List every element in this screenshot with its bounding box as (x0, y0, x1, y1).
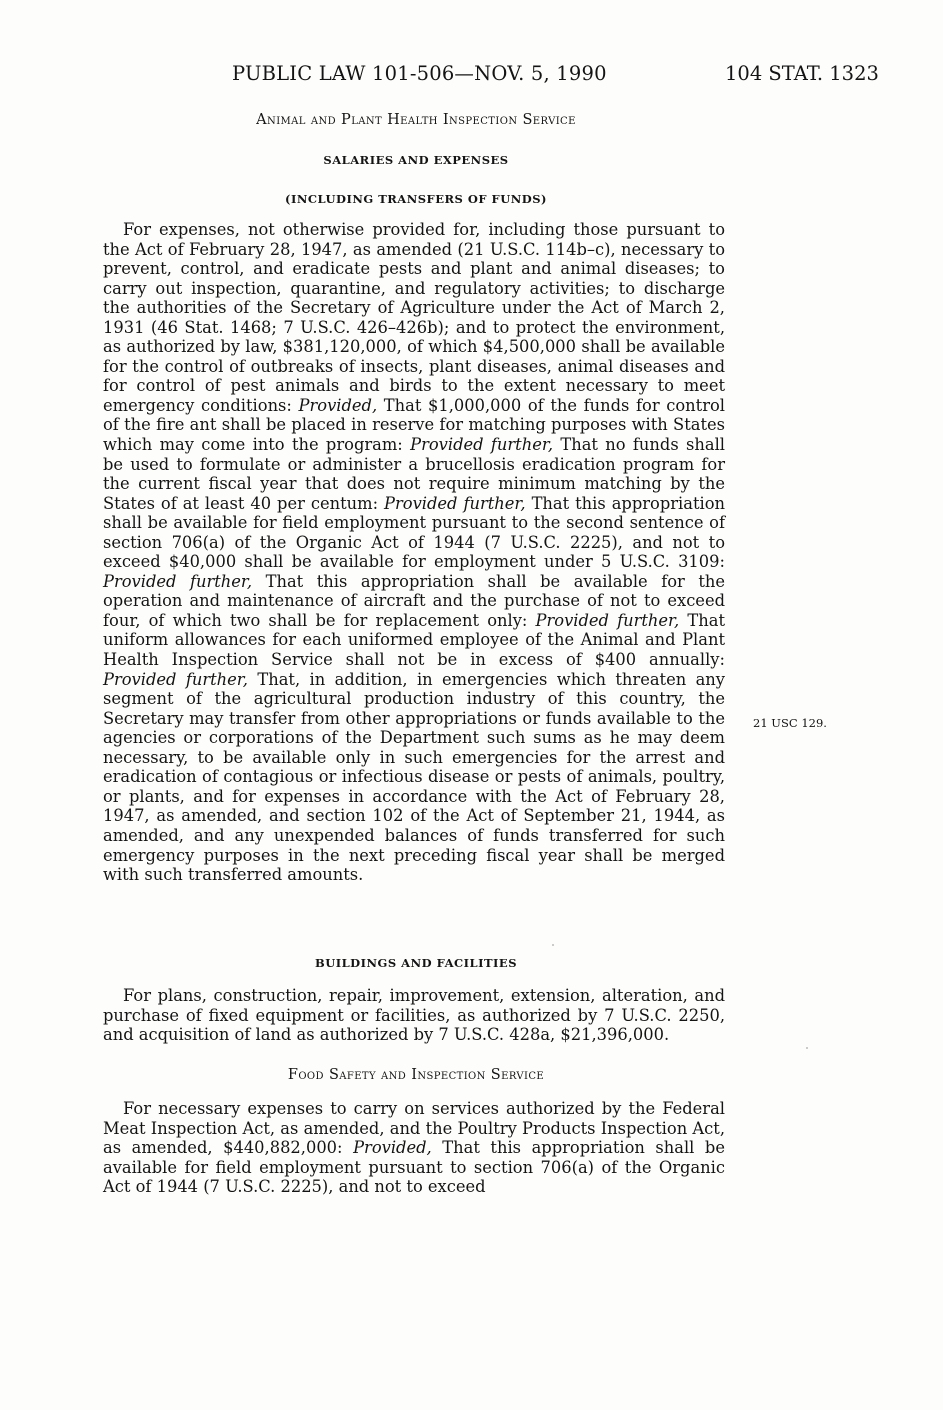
text-run: That no funds shall be used to formulate or administer a brucellosis eradication program for the current fiscal year that does not require minimum matching by the States of at least 40 per centum: (103, 435, 725, 513)
proviso: Provided further, (535, 610, 680, 630)
scan-speck (552, 944, 554, 946)
agency-heading-fsis: Food Safety and Inspection Service (287, 1067, 545, 1083)
text-run: For plans, construction, repair, improvement, extension, alteration, and purchase of fixed equipment or facilities, as authorized by 7 U.S.C. 2250, and acquisition of land as authorized by 7 U.S.C. 428a, $21,396,000. (103, 986, 725, 1045)
text-run: That uniform allowances for each uniformed employee of the Animal and Plant Health Inspection Service shall not be in excess of $400 annually: (103, 610, 725, 670)
heading-salaries-and-expenses: SALARIES AND EXPENSES (323, 153, 509, 167)
proviso: Provided further, (103, 669, 248, 689)
text-run: For necessary expenses to carry on services authorized by the Federal Meat Inspection Act, as amended, and the Poultry Products Inspection Act, as amended, $440,882,000: (103, 1099, 725, 1158)
heading-buildings-and-facilities: BUILDINGS AND FACILITIES (314, 956, 518, 970)
text-run: That this appropriation shall be available for the operation and maintenance of aircraft and the purchase of not to exceed four, of which two shall be for replacement only: (103, 571, 726, 630)
proviso: Provided, (353, 1138, 432, 1158)
scan-speck (806, 1047, 808, 1049)
text-run: That this appropriation shall be available for field employment pursuant to the second sentence of section 706(a) of the Organic Act of 1944 (7 U.S.C. 2225), and not to exceed $40,000 shall be available for employment under 5 U.S.C. 3109: (103, 493, 725, 572)
proviso: Provided, (298, 395, 378, 415)
running-head-title: PUBLIC LAW 101-506—NOV. 5, 1990 (232, 62, 607, 85)
proviso: Provided further, (103, 571, 253, 591)
text-run: That, in addition, in emergencies which threaten any segment of the agricultural production industry of this country, the Secretary may transfer from other appropriations or funds available to the agencies or corporations of the Department such sums as he may deem necessary, to be available only in such emergencies for the arrest and eradication of contagious or infectious disease or pests of animals, poultry, or plants, and for expenses in accordance with the Act of February 28, 1947, as amended, and section 102 of the Act of September 21, 1944, as amended, and any unexpended balances of funds transferred for such emergency purposes in the next preceding fiscal year shall be merged with such transferred amounts. (103, 669, 725, 885)
buildings-facilities-paragraph (103, 986, 725, 1045)
agency-heading-aphis: Animal and Plant Health Inspection Service (256, 112, 576, 128)
text-run: For expenses, not otherwise provided for, including those pursuant to the Act of February 28, 1947, as amended (21 U.S.C. 114b–c), necessary to prevent, control, and eradicate pests and plant and animal diseases; to carry out inspection, quarantine, and regulatory activities; to discharge the authorities of the Secretary of Agriculture under the Act of March 2, 1931 (46 Stat. 1468; 7 U.S.C. 426–426b); and to protect the environment, as authorized by law, $381,120,000, of which $4,500,000 shall be available for the control of outbreaks of insects, plant diseases, animal diseases and for control of pest animals and birds to the extent necessary to meet emergency conditions: (103, 220, 725, 415)
aphis-salaries-paragraph (103, 220, 725, 885)
proviso: Provided further, (410, 435, 554, 455)
fsis-paragraph (103, 1099, 725, 1197)
heading-transfers-of-funds: (INCLUDING TRANSFERS OF FUNDS) (285, 192, 547, 206)
proviso: Provided further, (384, 493, 526, 513)
statute-page-number: 104 STAT. 1323 (725, 62, 879, 85)
margin-citation-note: 21 USC 129. (753, 716, 827, 730)
text-run: That $1,000,000 of the funds for control of the fire ant shall be placed in reserve for matching purposes with States which may come into the program: (103, 395, 725, 455)
text-run: That this appropriation shall be available for field employment pursuant to section 706(a) of the Organic Act of 1944 (7 U.S.C. 2225), and not to exceed (103, 1138, 725, 1197)
